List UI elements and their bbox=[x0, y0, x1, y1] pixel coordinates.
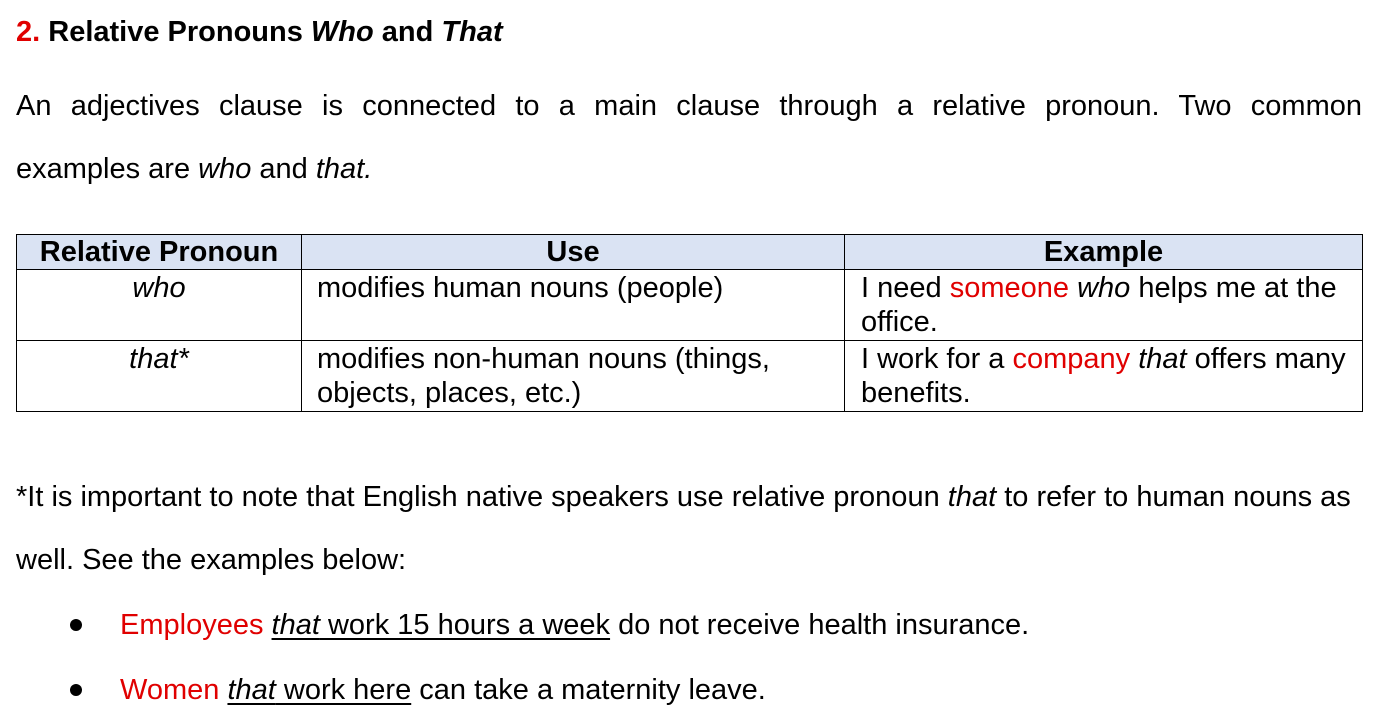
bullet-clause-text: work here bbox=[275, 674, 412, 706]
relative-pronoun-table bbox=[16, 234, 1363, 412]
example-cell bbox=[845, 270, 1363, 341]
bullet-space bbox=[263, 609, 271, 641]
bullet-rest: can take a maternity leave. bbox=[411, 674, 766, 706]
example-before: I need bbox=[861, 272, 950, 304]
section-number: 2. bbox=[16, 16, 41, 48]
example-pronoun: that bbox=[1138, 343, 1187, 375]
heading-who: Who bbox=[310, 16, 374, 48]
heading-and: and bbox=[373, 16, 442, 48]
bullet-clause bbox=[227, 674, 411, 706]
bullet-clause bbox=[272, 609, 611, 641]
use-cell: modifies non-human nouns (things, objects, places, etc.) bbox=[302, 341, 845, 412]
bullet-subject: Women bbox=[120, 674, 220, 706]
example-space bbox=[1069, 272, 1077, 304]
heading-text-before: Relative Pronouns bbox=[48, 16, 311, 48]
example-list bbox=[16, 594, 1362, 724]
table-row bbox=[17, 270, 1363, 341]
bullet-pronoun: that bbox=[271, 609, 320, 641]
intro-that: that. bbox=[315, 153, 373, 185]
bullet-rest: do not receive health insurance. bbox=[610, 609, 1030, 641]
section-heading bbox=[16, 14, 503, 50]
heading-that: That bbox=[441, 16, 503, 48]
note-that: that bbox=[947, 481, 997, 513]
intro-line-1-text: An adjectives clause is connected to a main clause through a relative pronoun. Two common bbox=[16, 90, 1362, 122]
intro-who: who bbox=[198, 153, 252, 185]
list-item bbox=[16, 659, 1362, 724]
bullet-pronoun: that bbox=[227, 674, 276, 706]
example-after: helps me at the office. bbox=[861, 272, 1337, 338]
use-cell: modifies human nouns (people) bbox=[302, 270, 845, 341]
example-antecedent: someone bbox=[949, 272, 1069, 304]
header-example: Example bbox=[845, 235, 1363, 270]
bullet-icon bbox=[70, 684, 82, 696]
intro-line-2-prefix: examples are bbox=[16, 153, 199, 185]
table-row bbox=[17, 341, 1363, 412]
intro-and: and bbox=[251, 153, 316, 185]
example-after: offers many benefits. bbox=[861, 343, 1346, 409]
pronoun-cell: that* bbox=[17, 341, 302, 412]
intro-line-1 bbox=[16, 75, 1362, 138]
example-antecedent: company bbox=[1012, 343, 1131, 375]
bullet-subject: Employees bbox=[120, 609, 264, 641]
intro-paragraph bbox=[16, 75, 1362, 201]
note-before: *It is important to note that English native speakers use relative pronoun bbox=[16, 481, 948, 513]
bullet-icon bbox=[70, 619, 82, 631]
example-cell bbox=[845, 341, 1363, 412]
example-before: I work for a bbox=[861, 343, 1013, 375]
example-pronoun: who bbox=[1077, 272, 1131, 304]
bullet-clause-text: work 15 hours a week bbox=[319, 609, 611, 641]
note-after: to refer to human nouns as well. See the examples below: bbox=[16, 481, 1351, 576]
list-item bbox=[16, 594, 1362, 659]
note-paragraph bbox=[16, 466, 1362, 592]
table-header-row bbox=[17, 235, 1363, 270]
header-relative-pronoun: Relative Pronoun bbox=[17, 235, 302, 270]
header-use: Use bbox=[302, 235, 845, 270]
pronoun-cell: who bbox=[17, 270, 302, 341]
